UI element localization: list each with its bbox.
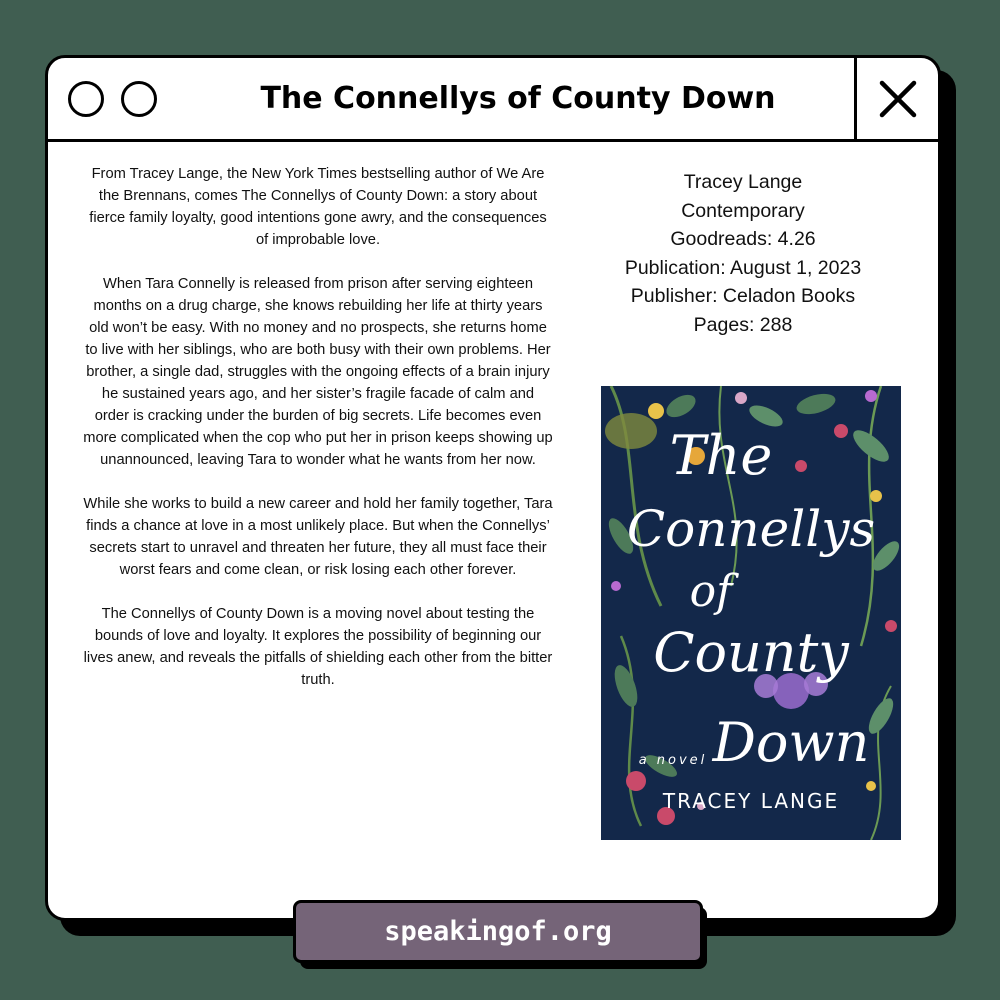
description-paragraph: The Connellys of County Down is a moving novel about testing the bounds of love and loyalty. It explores the possibility of beginning our lives anew, and reveals the pitfalls of shielding each other from the bitter truth. — [83, 606, 553, 688]
book-publisher: Publisher: Celadon Books — [630, 285, 856, 307]
cover-title-line: The — [669, 424, 773, 487]
book-cover-image — [601, 386, 901, 840]
description-paragraph: While she works to build a new career and hold her family together, Tara finds a chance at love in a most unlikely place. But when the Connellys’ secrets start to unravel and threaten her future, they all must face their worst fears and come clean, or risk losing each other forever. — [83, 496, 553, 578]
book-genre: Contemporary — [681, 199, 805, 222]
description-paragraph: From Tracey Lange, the New York Times bestselling author of We Are the Brennans, comes The Connellys of County Down: a story about fierce family loyalty, good intentions gone awry, and the consequences of improbable love. — [89, 166, 547, 248]
book-pages: Pages: 288 — [693, 313, 793, 336]
window-titlebar — [48, 58, 938, 142]
description-paragraph: When Tara Connelly is released from prison after serving eighteen months on a drug charge, she knows rebuilding her life at thirty years old won’t be easy. With no money and no prospects, she returns home to live with her siblings, who are both busy with their own problems. Her brother, a single dad, struggles with the ongoing effects of a brain injury he sustained years ago, and her sister’s fragile facade of calm and order is cracking under the burden of big secrets. Life becomes even more complicated when the cop who put her in prison keeps showing up unannounced, leaving Tara to wonder what he wants from her now. — [83, 276, 553, 468]
cover-author: TRACEY LANGE — [662, 789, 840, 813]
cover-subtitle: a novel — [638, 753, 708, 768]
window-title: The Connellys of County Down — [260, 81, 776, 116]
book-description — [83, 163, 553, 713]
book-window — [45, 55, 941, 921]
cover-title-line: Down — [712, 711, 870, 774]
cover-title-line: of — [689, 566, 733, 617]
window-circle-icon[interactable] — [68, 81, 104, 117]
book-publication-date: Publication: August 1, 2023 — [624, 256, 862, 279]
close-icon — [878, 79, 918, 119]
site-badge: speakingof.org — [293, 900, 703, 963]
book-cover-art — [601, 386, 901, 840]
close-button[interactable] — [854, 58, 938, 139]
book-goodreads-rating: Goodreads: 4.26 — [670, 228, 816, 250]
book-author: Tracey Lange — [683, 171, 803, 193]
window-circle-icon[interactable] — [121, 81, 157, 117]
cover-title-line: County — [653, 621, 849, 684]
cover-title-line: Connellys — [626, 500, 876, 558]
book-details — [598, 168, 888, 339]
